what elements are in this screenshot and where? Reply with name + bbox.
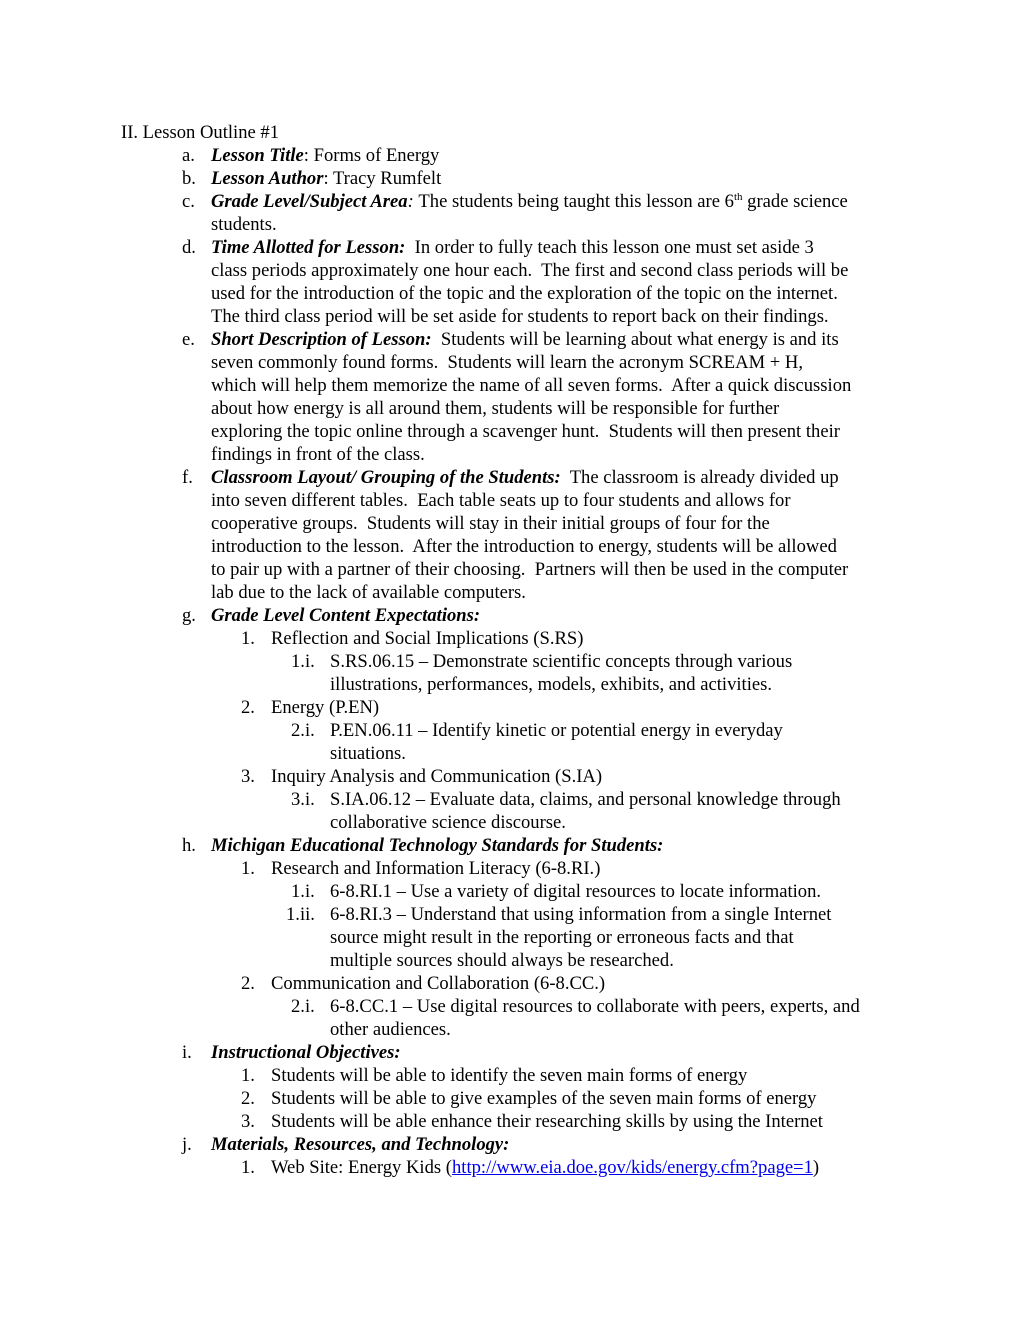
list-number: 2. (241, 1088, 255, 1109)
list-item: Energy (P.EN) (271, 697, 380, 718)
item-label-d: d. (182, 237, 196, 258)
sub-list-number: 2.i. (291, 720, 315, 741)
paragraph-line: which will help them memorize the name of all seven forms. After a quick discussion (211, 375, 852, 396)
lesson-title-line (211, 144, 439, 167)
paragraph-line: introduction to the lesson. After the introduction to energy, students will be allowed (211, 536, 837, 557)
energy-kids-link[interactable]: http://www.eia.doe.gov/kids/energy.cfm?page=1 (451, 1157, 813, 1178)
list-number: 3. (241, 766, 255, 787)
separator: : (407, 191, 419, 212)
sub-list-number: 1.i. (291, 651, 315, 672)
materials-item-text: Web Site: Energy Kids ( (271, 1157, 452, 1178)
sub-list-item: P.EN.06.11 – Identify kinetic or potential energy in everyday (330, 720, 783, 741)
paragraph-line: class periods approximately one hour each. The first and second class periods will be (211, 260, 849, 281)
sub-list-number: 1.i. (291, 881, 315, 902)
instructional-objectives-heading: Instructional Objectives: (211, 1042, 401, 1063)
paragraph-line: exploring the topic online through a scavenger hunt. Students will then present their (211, 421, 840, 442)
sub-list-number: 2.i. (291, 996, 315, 1017)
objective-item: Students will be able enhance their researching skills by using the Internet (271, 1111, 823, 1132)
list-number: 2. (241, 697, 255, 718)
sub-list-number: 1.ii. (286, 904, 315, 925)
time-allotted-line (211, 236, 814, 259)
grade-level-continuation: students. (211, 214, 277, 235)
item-label-c: c. (182, 191, 195, 212)
lesson-title-value: Forms of Energy (313, 145, 440, 166)
short-description-label: Short Description of Lesson: (211, 329, 432, 350)
sub-list-item-continuation: multiple sources should always be researched. (330, 950, 674, 971)
sub-list-item-continuation: collaborative science discourse. (330, 812, 566, 833)
list-number: 3. (241, 1111, 255, 1132)
lesson-author-label: Lesson Author (211, 168, 324, 189)
paragraph-text: The classroom is already divided up (560, 467, 839, 488)
item-label-j: j. (182, 1134, 192, 1155)
item-label-a: a. (182, 145, 195, 166)
paragraph-line: cooperative groups. Students will stay in their initial groups of four for the (211, 513, 770, 534)
list-item: Communication and Collaboration (6-8.CC.) (271, 973, 606, 994)
time-allotted-label: Time Allotted for Lesson: (211, 237, 406, 258)
content-expectations-heading: Grade Level Content Expectations: (211, 605, 481, 626)
item-label-b: b. (182, 168, 196, 189)
paragraph-line: findings in front of the class. (211, 444, 425, 465)
short-description-line (211, 328, 839, 351)
grade-level-label: Grade Level/Subject Area (211, 191, 408, 212)
paragraph-line: into seven different tables. Each table seats up to four students and allows for (211, 490, 791, 511)
materials-item (271, 1156, 819, 1179)
item-label-i: i. (182, 1042, 192, 1063)
list-item: Research and Information Literacy (6-8.RI.) (271, 858, 601, 879)
objective-item: Students will be able to identify the seven main forms of energy (271, 1065, 748, 1086)
grade-level-line (211, 190, 848, 213)
sub-list-item-continuation: other audiences. (330, 1019, 451, 1040)
sub-list-item: S.IA.06.12 – Evaluate data, claims, and personal knowledge through (330, 789, 841, 810)
sub-list-item: 6-8.RI.1 – Use a variety of digital resources to locate information. (330, 881, 822, 902)
paragraph-line: about how energy is all around them, students will be responsible for further (211, 398, 780, 419)
list-item: Inquiry Analysis and Communication (S.IA) (271, 766, 603, 787)
list-number: 1. (241, 1157, 255, 1178)
list-number: 1. (241, 1065, 255, 1086)
materials-heading: Materials, Resources, and Technology: (211, 1134, 510, 1155)
paragraph-line: used for the introduction of the topic and the exploration of the topic on the internet. (211, 283, 838, 304)
separator: : (303, 145, 314, 166)
sub-list-item: 6-8.CC.1 – Use digital resources to collaborate with peers, experts, and (330, 996, 860, 1017)
paragraph-line: to pair up with a partner of their choosing. Partners will then be used in the computer (211, 559, 849, 580)
sub-list-item: 6-8.RI.3 – Understand that using information from a single Internet (330, 904, 832, 925)
paragraph-line: seven commonly found forms. Students will learn the acronym SCREAM + H, (211, 352, 803, 373)
classroom-layout-line (211, 466, 839, 489)
item-label-f: f. (182, 467, 193, 488)
paragraph-text: In order to fully teach this lesson one must set aside 3 (405, 237, 814, 258)
sub-list-item: S.RS.06.15 – Demonstrate scientific concepts through various (330, 651, 793, 672)
list-number: 2. (241, 973, 255, 994)
item-label-e: e. (182, 329, 195, 350)
item-label-h: h. (182, 835, 196, 856)
classroom-layout-label: Classroom Layout/ Grouping of the Students: (211, 467, 561, 488)
paragraph-line: lab due to the lack of available computers. (211, 582, 526, 603)
lesson-title-label: Lesson Title (211, 145, 304, 166)
lesson-author-line (211, 167, 441, 190)
grade-level-text-end: grade science (742, 191, 848, 212)
separator: : (323, 168, 333, 189)
sub-list-item-continuation: situations. (330, 743, 406, 764)
paragraph-text: Students will be learning about what energy is and its (431, 329, 839, 350)
sub-list-item-continuation: illustrations, performances, models, exhibits, and activities. (330, 674, 773, 695)
technology-standards-heading: Michigan Educational Technology Standards for Students: (211, 835, 664, 856)
paragraph-line: The third class period will be set aside for students to report back on their findings. (211, 306, 829, 327)
sub-list-number: 3.i. (291, 789, 315, 810)
sub-list-item-continuation: source might result in the reporting or erroneous facts and that (330, 927, 794, 948)
item-label-g: g. (182, 605, 196, 626)
lesson-author-value: Tracy Rumfelt (332, 168, 442, 189)
objective-item: Students will be able to give examples of the seven main forms of energy (271, 1088, 817, 1109)
list-item: Reflection and Social Implications (S.RS) (271, 628, 584, 649)
outline-heading: II. Lesson Outline #1 (121, 122, 280, 143)
grade-level-text: The students being taught this lesson are 6 (418, 191, 734, 212)
superscript: th (733, 191, 743, 203)
list-number: 1. (241, 628, 255, 649)
closing-paren: ) (812, 1157, 820, 1178)
list-number: 1. (241, 858, 255, 879)
